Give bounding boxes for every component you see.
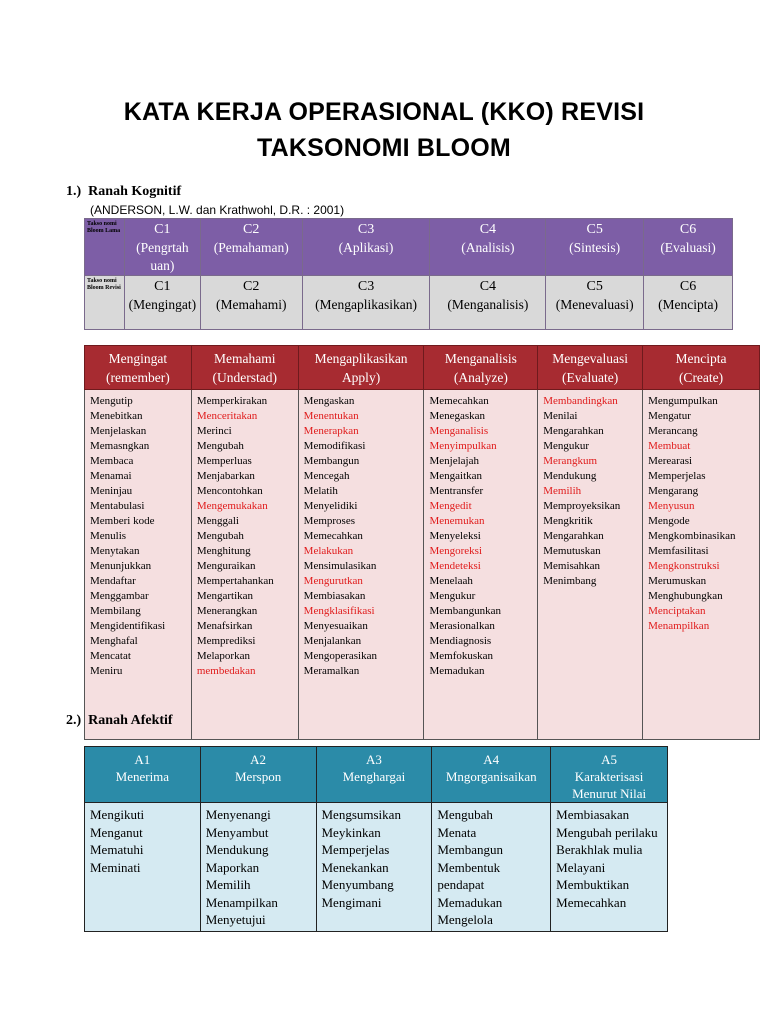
verb-item: Menampilkan [648, 620, 710, 632]
old-c1-code: C1 [154, 222, 171, 237]
header-create-line2: (Create) [678, 369, 724, 385]
old-taxonomy-label: Takso nomi Bloom Lama [85, 219, 125, 276]
verb-item: Mengsumsikan [321, 807, 401, 822]
a3-verbs [316, 803, 432, 932]
new-c6-name: (Mencipta) [658, 297, 719, 312]
new-c1-cell [124, 276, 200, 330]
verb-item: Menghubungkan [648, 590, 723, 602]
header-analyze-line1: Menganalisis [444, 350, 517, 366]
verb-item: Memperjelas [321, 842, 390, 857]
verb-item: Mengurutkan [303, 575, 363, 587]
header-analyze [424, 346, 538, 390]
verb-item: Menggambar [90, 590, 149, 602]
verb-item: Mengarahkan [543, 530, 604, 542]
verb-item: Mengumpulkan [648, 395, 718, 407]
header-remember-line2: (remember) [106, 369, 170, 385]
verb-item: Melakukan [303, 545, 354, 557]
verb-item: Menytakan [90, 545, 140, 557]
verb-item: Mencegah [303, 470, 350, 482]
header-evaluate [538, 346, 643, 390]
verb-item: Menceritakan [196, 410, 258, 422]
header-a4-code: A4 [483, 752, 500, 767]
verb-item: Memecahkan [429, 395, 489, 407]
verb-item: Menekankan [321, 859, 389, 875]
verb-item: Menerangkan [196, 605, 258, 617]
page-title-line-2: TAKSONOMI BLOOM [257, 134, 511, 162]
verb-item: Mendukung [543, 470, 597, 482]
verb-item: Berakhlak mulia [556, 842, 643, 857]
affective-header-row [85, 747, 668, 803]
verb-item: Menemukan [429, 515, 485, 527]
verb-item: Memfokuskan [429, 650, 494, 662]
verb-item: Maporkan [205, 859, 260, 875]
verb-item: Mengkonstruksi [648, 560, 720, 572]
section-1-number: 1.) [66, 184, 82, 199]
verb-item: Membaca [90, 455, 134, 467]
header-understand [191, 346, 298, 390]
verb-item: Mengimani [321, 894, 382, 910]
header-a5 [551, 747, 668, 803]
verb-item: Membangun [437, 842, 504, 857]
verb-item: Mengukur [429, 590, 476, 602]
verb-item: Merangkum [543, 455, 597, 467]
new-c3-name: (Mengaplikasikan) [315, 297, 418, 312]
understand-verbs [191, 390, 298, 740]
verb-item: Menciptakan [648, 605, 706, 617]
verb-item: Mematuhi [90, 842, 144, 857]
header-apply-line1: Mengaplikasikan [314, 350, 408, 366]
verb-item: Mengarahkan [543, 425, 604, 437]
new-c2-code: C2 [243, 279, 260, 294]
verb-item: Mengoperasikan [303, 650, 377, 662]
verb-item: Mengutip [90, 395, 133, 407]
cognitive-verbs-table [84, 345, 760, 740]
old-c5-code: C5 [586, 222, 603, 237]
section-1-source: (ANDERSON, L.W. dan Krathwohl, D.R. : 2001) [90, 203, 345, 217]
verb-item: Mendukung [205, 842, 269, 857]
verb-item: Memberi kode [90, 515, 155, 527]
a1-verbs [85, 803, 201, 932]
verb-item: Memfasilitasi [648, 545, 709, 557]
verb-item: Memperluas [196, 455, 252, 467]
verb-item: Mengikuti [90, 807, 145, 822]
verb-item: Meykinkan [321, 824, 381, 840]
old-c5-cell [546, 219, 644, 276]
verb-item: Menyimpulkan [429, 440, 497, 452]
verb-item: Menata [437, 824, 477, 840]
verb-item: Mengemukakan [196, 500, 268, 512]
header-a3-code: A3 [365, 752, 382, 767]
new-c2-name: (Memahami) [215, 297, 287, 312]
header-a5-name: Karakterisasi Menurut Nilai [572, 769, 647, 801]
verb-item: Mengode [648, 515, 690, 527]
verb-item: Membangun [303, 455, 360, 467]
verb-item: Menyesuaikan [303, 620, 368, 632]
verb-item: Menyetujui [205, 912, 266, 927]
verb-item: Meminati [90, 859, 141, 875]
a5-verbs [551, 803, 668, 932]
verb-item: Merumuskan [648, 575, 707, 587]
old-taxonomy-row [85, 219, 733, 276]
verb-item: Menebitkan [90, 410, 143, 422]
verb-item: Melayani [556, 859, 606, 875]
verb-item: Membuat [648, 440, 691, 452]
verb-item: Mengklasifikasi [303, 605, 375, 617]
header-a4-name: Mngorganisaikan [445, 769, 537, 784]
header-a2-name: Merspon [234, 769, 282, 784]
verb-item: Mengkritik [543, 515, 593, 527]
header-create-line1: Mencipta [675, 350, 727, 366]
new-c5-name: (Menevaluasi) [555, 297, 634, 312]
verb-item: Membilang [90, 605, 141, 617]
verb-item: Menamai [90, 470, 132, 482]
verb-item: Menulis [90, 530, 127, 542]
header-a1-code: A1 [134, 752, 151, 767]
verb-item: Meninjau [90, 485, 133, 497]
verb-item: Menyeleksi [429, 530, 481, 542]
verb-item: Merasionalkan [429, 620, 495, 632]
verb-item: Mengaitkan [429, 470, 483, 482]
verb-item: Mentabulasi [90, 500, 145, 512]
verb-item: Mengartikan [196, 590, 254, 602]
header-remember [85, 346, 192, 390]
verb-item: Mencontohkan [196, 485, 263, 497]
verb-item: Membangunkan [429, 605, 501, 617]
verb-item: Mendaftar [90, 575, 136, 587]
verb-item: Mengubah perilaku [556, 824, 658, 840]
verb-item: Menilai [543, 410, 578, 422]
header-evaluate-line2: (Evaluate) [562, 369, 619, 385]
verb-item: Memproses [303, 515, 355, 527]
old-c3-code: C3 [357, 222, 375, 237]
verb-item: Melaporkan [196, 650, 250, 662]
verb-item: Membentuk pendapat [437, 859, 501, 892]
cognitive-header-row [85, 346, 760, 390]
a4-verbs [432, 803, 551, 932]
header-a5-code: A5 [601, 752, 618, 767]
a2-verbs [200, 803, 316, 932]
verb-item: Memadukan [437, 894, 503, 910]
verb-item: Merearasi [648, 455, 693, 467]
old-c2-name: (Pemahaman) [213, 240, 289, 255]
header-analyze-line2: (Analyze) [453, 369, 508, 385]
verb-item: Mengoreksi [429, 545, 483, 557]
affective-verbs-table [84, 746, 668, 932]
verb-item: Melatih [303, 485, 338, 497]
verb-item: Meniru [90, 665, 123, 677]
verb-item: Menganut [90, 824, 143, 840]
verb-item: Mensimulasikan [303, 560, 377, 572]
header-remember-line1: Mengingat [108, 350, 168, 366]
new-c4-code: C4 [479, 279, 497, 294]
section-2-number: 2.) [66, 713, 82, 728]
old-c6-cell [644, 219, 733, 276]
verb-item: Memasngkan [90, 440, 150, 452]
verb-item: Menimbang [543, 575, 597, 587]
verb-item: Menegaskan [429, 410, 486, 422]
header-understand-line2: (Understad) [212, 369, 277, 385]
verb-item: Menyelidiki [303, 500, 358, 512]
header-a3-name: Menghargai [342, 769, 406, 784]
verb-item: Menganalisis [429, 425, 489, 437]
header-a1-name: Menerima [115, 769, 170, 784]
verb-item: Mentransfer [429, 485, 484, 497]
verb-item: Memecahkan [556, 894, 627, 910]
verb-item: Mengarang [648, 485, 699, 497]
verb-item: Menerapkan [303, 425, 359, 437]
old-c2-cell [200, 219, 302, 276]
revised-taxonomy-row [85, 276, 733, 330]
old-c1-cell [124, 219, 200, 276]
old-c4-name: (Analisis) [461, 240, 515, 255]
verb-item: Menyusun [648, 500, 695, 512]
verb-item: Meramalkan [303, 665, 360, 677]
verb-item: Memilih [543, 485, 582, 497]
header-a2 [200, 747, 316, 803]
verb-item: Membandingkan [543, 395, 618, 407]
section-2-title: Ranah Afektif [88, 713, 173, 728]
old-c5-name: (Sintesis) [569, 240, 621, 255]
verb-item: Menyambut [205, 824, 269, 840]
new-c6-code: C6 [679, 279, 697, 294]
header-a1 [85, 747, 201, 803]
new-c3-cell [302, 276, 430, 330]
verb-item: Memutuskan [543, 545, 601, 557]
old-c4-cell [430, 219, 546, 276]
verb-item: Menghitung [196, 545, 251, 557]
analyze-verbs [424, 390, 538, 740]
bloom-comparison-table [84, 218, 733, 330]
verb-item: Menjelajah [429, 455, 479, 467]
verb-item: Memproyeksikan [543, 500, 621, 512]
new-c6-cell [644, 276, 733, 330]
new-c4-name: (Menganalisis) [447, 297, 529, 312]
section-2-heading [66, 713, 173, 729]
evaluate-verbs [538, 390, 643, 740]
new-c3-code: C3 [357, 279, 375, 294]
section-1-heading [66, 184, 181, 200]
verb-item: Mencatat [90, 650, 131, 662]
verb-item: Menguraikan [196, 560, 256, 572]
verb-item: Memperjelas [648, 470, 706, 482]
header-understand-line1: Memahami [214, 350, 276, 366]
verb-item: Memecahkan [303, 530, 363, 542]
create-verbs [643, 390, 760, 740]
verb-item: Membiasakan [556, 807, 630, 822]
header-apply [298, 346, 424, 390]
verb-item: Memisahkan [543, 560, 601, 572]
verb-item: Mengubah [196, 440, 244, 452]
header-a2-code: A2 [250, 752, 267, 767]
verb-item: Menampilkan [205, 894, 278, 910]
page-title-line-1: KATA KERJA OPERASIONAL (KKO) REVISI [123, 98, 645, 126]
verb-item: Merinci [196, 425, 232, 437]
verb-item: Mendeteksi [429, 560, 481, 572]
verb-item: Memperkirakan [196, 395, 268, 407]
verb-item: Mengaskan [303, 395, 355, 407]
verb-item: Mengubah [437, 807, 493, 822]
verb-item: Menyenangi [205, 807, 271, 822]
old-c1-name: (Pengrtah uan) [136, 240, 189, 273]
verb-item: Membiasakan [303, 590, 366, 602]
old-c2-code: C2 [243, 222, 260, 237]
old-c4-code: C4 [479, 222, 497, 237]
revised-taxonomy-label: Takso nomi Bloom Revisi [85, 276, 125, 330]
header-evaluate-line1: Mengevaluasi [552, 350, 629, 366]
old-c6-name: (Evaluasi) [660, 240, 716, 255]
verb-item: Mengkombinasikan [648, 530, 736, 542]
verb-item: Menafsirkan [196, 620, 253, 632]
verb-item: Membuktikan [556, 877, 630, 892]
verb-item: Mempertahankan [196, 575, 274, 587]
new-c2-cell [200, 276, 302, 330]
new-c4-cell [430, 276, 546, 330]
verb-item: Menunjukkan [90, 560, 152, 572]
old-c3-name: (Aplikasi) [338, 240, 394, 255]
verb-item: Mendiagnosis [429, 635, 492, 647]
verb-item: Menyumbang [321, 877, 394, 892]
cognitive-verbs-row [85, 390, 760, 740]
header-create [643, 346, 760, 390]
new-c1-name: (Mengingat) [128, 297, 197, 312]
old-c6-code: C6 [679, 222, 697, 237]
verb-item: Memprediksi [196, 635, 256, 647]
verb-item: Menentukan [303, 410, 359, 422]
remember-verbs [85, 390, 192, 740]
affective-verbs-row [85, 803, 668, 932]
verb-item: membedakan [196, 665, 256, 677]
verb-item: Mengedit [429, 500, 472, 512]
verb-item: Menjabarkan [196, 470, 255, 482]
verb-item: Mengukur [543, 440, 590, 452]
verb-item: Memilih [205, 877, 251, 892]
verb-item: Memodifikasi [303, 440, 366, 452]
verb-item: Menelaah [429, 575, 473, 587]
apply-verbs [298, 390, 424, 740]
header-a3 [316, 747, 432, 803]
new-c5-code: C5 [586, 279, 603, 294]
verb-item: Menghafal [90, 635, 138, 647]
verb-item: Menjelaskan [90, 425, 147, 437]
verb-item: Mengatur [648, 410, 691, 422]
header-a4 [432, 747, 551, 803]
new-c1-code: C1 [154, 279, 171, 294]
verb-item: Mengidentifikasi [90, 620, 166, 632]
verb-item: Merancang [648, 425, 698, 437]
verb-item: Mengelola [437, 912, 493, 927]
verb-item: Menjalankan [303, 635, 362, 647]
verb-item: Menggali [196, 515, 239, 527]
verb-item: Memadukan [429, 665, 485, 677]
new-c5-cell [546, 276, 644, 330]
old-c3-cell [302, 219, 430, 276]
section-1-title: Ranah Kognitif [88, 184, 182, 199]
verb-item: Mengubah [196, 530, 244, 542]
header-apply-line2: Apply) [341, 369, 381, 385]
